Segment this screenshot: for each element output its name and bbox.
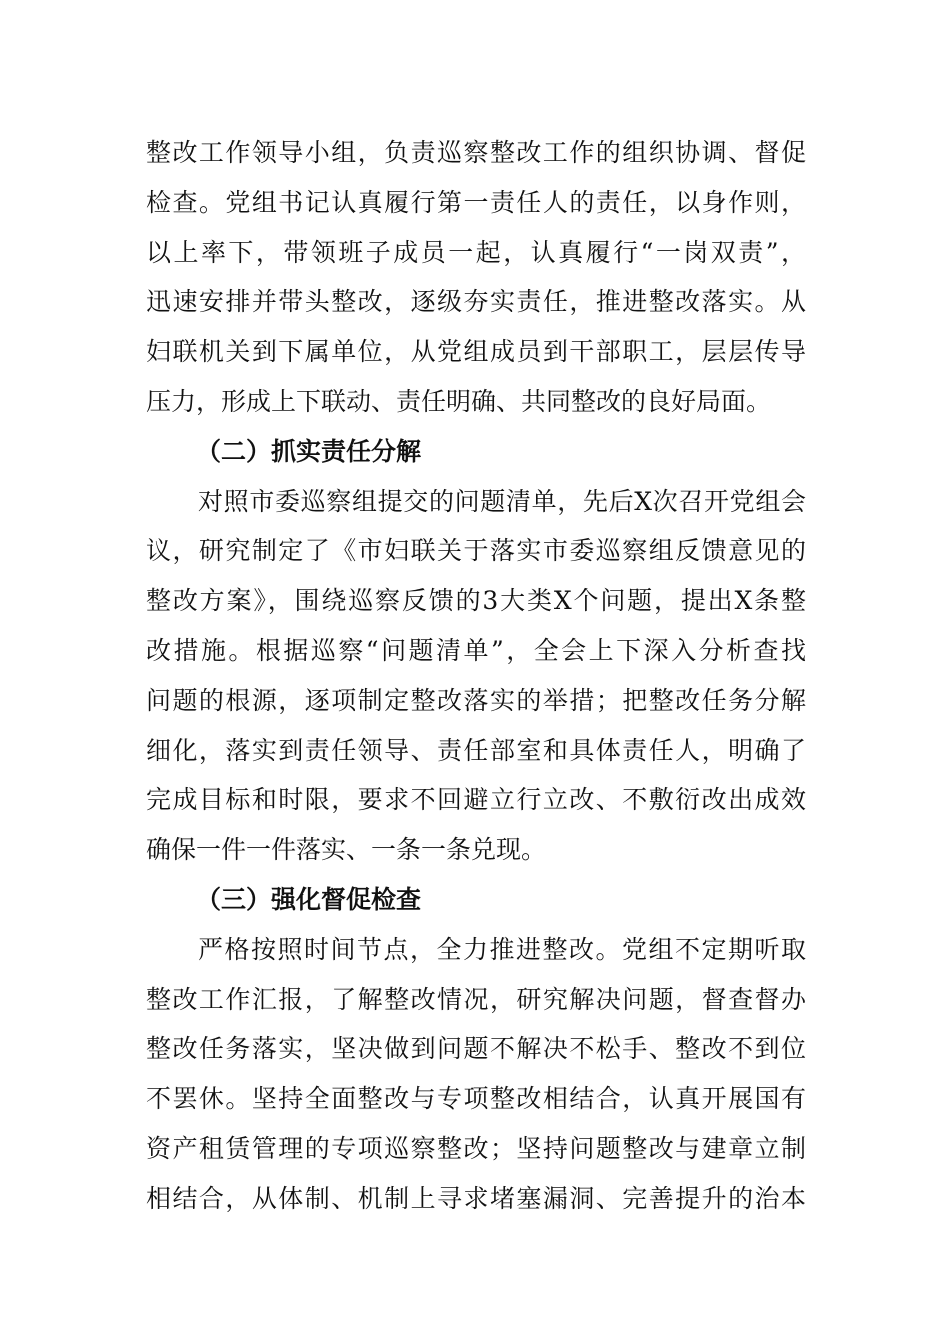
paragraph-line: 严格按照时间节点，全力推进整改。党组不定期听取	[198, 934, 806, 964]
paragraph-line: 确保一件一件落实、一条一条兑现。	[146, 835, 547, 865]
paragraph-line: 整改方案》，围绕巡察反馈的3大类X个问题，提出X条整	[146, 586, 806, 616]
paragraph-line: 完成目标和时限，要求不回避立行立改、不敷衍改出成效	[146, 785, 806, 815]
paragraph-line: 以上率下，带领班子成员一起，认真履行“一岗双责”，	[146, 237, 806, 267]
paragraph-line: 议，研究制定了《市妇联关于落实市委巡察组反馈意见的	[146, 536, 806, 566]
paragraph-line: 迅速安排并带头整改，逐级夯实责任，推进整改落实。从	[146, 287, 806, 317]
paragraph-line: 改措施。根据巡察“问题清单”，全会上下深入分析查找	[146, 635, 806, 665]
paragraph-line: 对照市委巡察组提交的问题清单，先后X次召开党组会	[198, 486, 806, 516]
section-heading: （三）强化督促检查	[196, 884, 422, 914]
paragraph-line: 整改工作汇报，了解整改情况，研究解决问题，督查督办	[146, 984, 806, 1014]
paragraph-line: 相结合，从体制、机制上寻求堵塞漏洞、完善提升的治本	[146, 1183, 806, 1213]
paragraph-line: 问题的根源，逐项制定整改落实的举措；把整改任务分解	[146, 685, 806, 715]
paragraph-line: 压力，形成上下联动、责任明确、共同整改的良好局面。	[146, 386, 772, 416]
paragraph-line: 资产租赁管理的专项巡察整改；坚持问题整改与建章立制	[146, 1133, 806, 1163]
paragraph-line: 整改工作领导小组，负责巡察整改工作的组织协调、督促	[146, 138, 806, 167]
paragraph-line: 妇联机关到下属单位，从党组成员到干部职工，层层传导	[146, 337, 806, 367]
paragraph-line: 检查。党组书记认真履行第一责任人的责任，以身作则，	[146, 187, 806, 217]
paragraph-line: 细化，落实到责任领导、责任部室和具体责任人，明确了	[146, 735, 806, 765]
paragraph-line: 整改任务落实，坚决做到问题不解决不松手、整改不到位	[146, 1034, 806, 1064]
document-body	[146, 128, 806, 1224]
section-heading: （二）抓实责任分解	[196, 436, 422, 466]
paragraph-line: 不罢休。坚持全面整改与专项整改相结合，认真开展国有	[146, 1084, 806, 1114]
